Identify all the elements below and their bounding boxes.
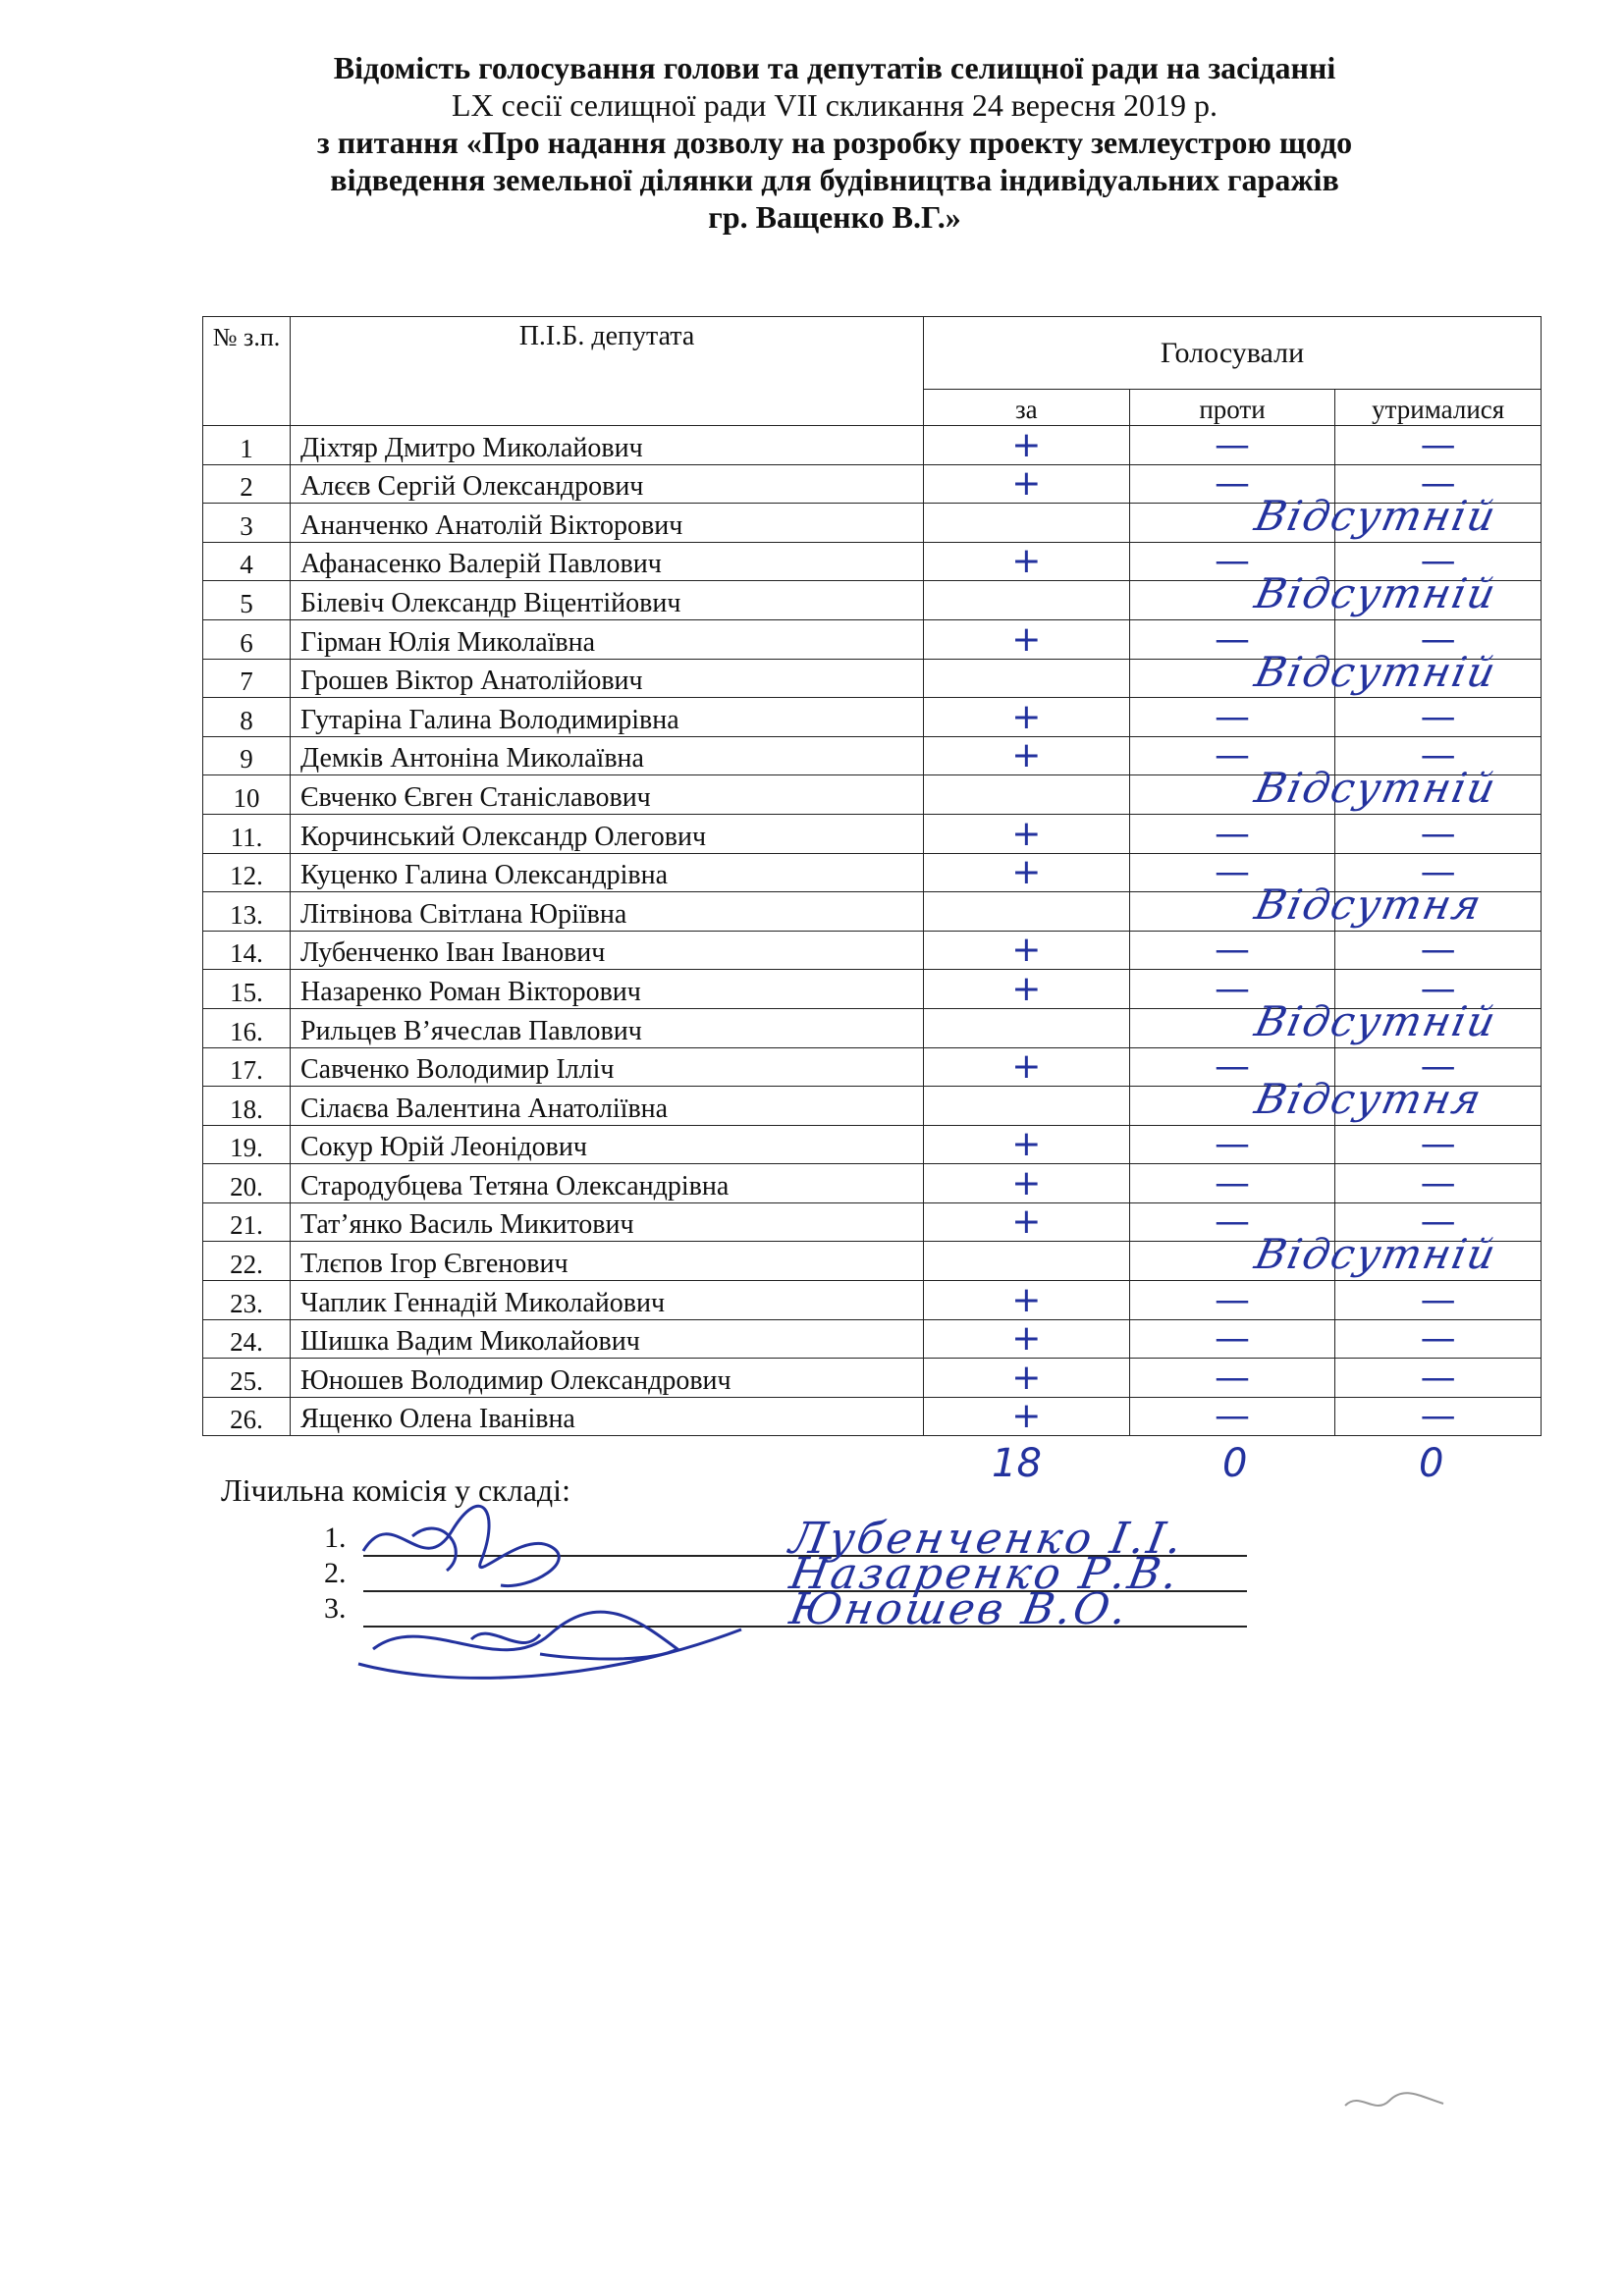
deputy-name: Лубенченко Іван Іванович — [291, 931, 924, 970]
vote-for: + — [924, 970, 1130, 1009]
deputy-name: Юношев Володимир Олександрович — [291, 1359, 924, 1398]
vote-against — [1129, 569, 1501, 620]
member-signature-name: Лубенченко І.І. — [785, 1514, 1189, 1564]
vote-against — [1129, 1230, 1501, 1281]
row-number: 14. — [203, 931, 291, 970]
row-number: 21. — [203, 1202, 291, 1242]
vote-for: + — [924, 1164, 1130, 1203]
vote-abstained: — — [1335, 464, 1542, 504]
vote-against — [1129, 492, 1501, 543]
deputy-name: Демків Антоніна Миколаївна — [291, 736, 924, 775]
row-number: 13. — [203, 892, 291, 932]
deputy-name: Тат’янко Василь Микитович — [291, 1202, 924, 1242]
absent-note: Відсутня — [1250, 881, 1488, 930]
member-signature-name: Назаренко Р.В. — [785, 1549, 1185, 1599]
deputy-name: Ананченко Анатолій Вікторович — [291, 504, 924, 543]
vote-for — [924, 892, 1130, 932]
header-number: № з.п. — [203, 317, 291, 426]
header-abstained: утрималися — [1335, 390, 1542, 426]
vote-abstained: — — [1335, 1164, 1542, 1203]
vote-abstained: — — [1335, 1397, 1542, 1436]
vote-abstained: — — [1335, 542, 1542, 581]
total-abstained: 0 — [1419, 1441, 1444, 1486]
handwritten-signature-graphic — [353, 1492, 766, 1698]
row-number: 26. — [203, 1397, 291, 1436]
vote-against — [1129, 1075, 1488, 1126]
vote-against: — — [1129, 814, 1335, 853]
vote-abstained: — — [1335, 1281, 1542, 1320]
vote-abstained: — — [1335, 814, 1542, 853]
vote-abstained — [1335, 1087, 1542, 1126]
vote-for: + — [924, 1319, 1130, 1359]
vote-abstained: — — [1335, 736, 1542, 775]
vote-against: — — [1129, 1397, 1335, 1436]
deputy-name: Куценко Галина Олександрівна — [291, 853, 924, 892]
vote-against: — — [1129, 1164, 1335, 1203]
row-number: 16. — [203, 1008, 291, 1047]
vote-abstained: — — [1335, 931, 1542, 970]
deputy-name: Назаренко Роман Вікторович — [291, 970, 924, 1009]
vote-against: — — [1129, 542, 1335, 581]
vote-abstained: — — [1335, 1202, 1542, 1242]
deputy-name: Рильцев В’ячеслав Павлович — [291, 1008, 924, 1047]
document-title — [196, 49, 1473, 236]
vote-against — [1129, 647, 1501, 698]
vote-abstained — [1335, 504, 1542, 543]
deputy-name: Гірман Юлія Миколаївна — [291, 619, 924, 659]
vote-against: — — [1129, 1125, 1335, 1164]
vote-for: + — [924, 698, 1130, 737]
vote-against: — — [1129, 931, 1335, 970]
vote-against: — — [1129, 698, 1335, 737]
table-row — [203, 659, 1542, 698]
table-row — [203, 1125, 1542, 1164]
vote-against: — — [1129, 1359, 1335, 1398]
deputy-name: Тлєпов Ігор Євгенович — [291, 1242, 924, 1281]
vote-abstained: — — [1335, 970, 1542, 1009]
deputy-name: Гутаріна Галина Володимирівна — [291, 698, 924, 737]
table-row — [203, 814, 1542, 853]
vote-for: + — [924, 464, 1130, 504]
table-row — [203, 1281, 1542, 1320]
header-voted: Голосували — [924, 317, 1542, 390]
title-line-4: відведення земельної ділянки для будівництва індивідуальних гаражів — [330, 162, 1339, 197]
row-number: 9 — [203, 736, 291, 775]
deputy-name: Чаплик Геннадій Миколайович — [291, 1281, 924, 1320]
row-number: 18. — [203, 1087, 291, 1126]
vote-for — [924, 775, 1130, 815]
total-for: 18 — [992, 1441, 1042, 1486]
vote-against: — — [1129, 1202, 1335, 1242]
vote-for: + — [924, 619, 1130, 659]
vote-against: — — [1129, 1281, 1335, 1320]
vote-for — [924, 581, 1130, 620]
vote-for: + — [924, 1359, 1130, 1398]
title-line-2: LX сесії селищної ради VII скликання 24 вересня 2019 р. — [451, 87, 1218, 123]
row-number: 22. — [203, 1242, 291, 1281]
corner-scribble — [1340, 2086, 1448, 2125]
member-index: 1. — [324, 1522, 347, 1554]
deputy-name: Ященко Олена Іванівна — [291, 1397, 924, 1436]
vote-for — [924, 1008, 1130, 1047]
member-index: 3. — [324, 1592, 347, 1625]
vote-table — [202, 316, 1542, 1436]
vote-abstained — [1335, 775, 1542, 815]
vote-abstained: — — [1335, 853, 1542, 892]
vote-against: — — [1129, 853, 1335, 892]
vote-abstained: — — [1335, 698, 1542, 737]
table-row — [203, 698, 1542, 737]
vote-for — [924, 1087, 1130, 1126]
vote-for: + — [924, 1047, 1130, 1087]
deputy-name: Літвінова Світлана Юріївна — [291, 892, 924, 932]
member-signature-name: Юношев В.О. — [785, 1584, 1134, 1634]
commission-label: Лічильна комісія у складі: — [221, 1472, 570, 1508]
absent-note: Відсутній — [1250, 647, 1501, 696]
vote-against: — — [1129, 426, 1335, 465]
absent-note: Відсутня — [1250, 1075, 1488, 1124]
deputy-name: Євченко Євген Станіславович — [291, 775, 924, 815]
table-row — [203, 504, 1542, 543]
vote-for — [924, 659, 1130, 698]
deputy-name: Савченко Володимир Ілліч — [291, 1047, 924, 1087]
vote-abstained: — — [1335, 619, 1542, 659]
row-number: 24. — [203, 1319, 291, 1359]
vote-abstained — [1335, 659, 1542, 698]
row-number: 25. — [203, 1359, 291, 1398]
row-number: 19. — [203, 1125, 291, 1164]
table-row — [203, 1319, 1542, 1359]
row-number: 12. — [203, 853, 291, 892]
vote-against — [1129, 764, 1501, 815]
title-line-1: Відомість голосування голови та депутатів селищної ради на засіданні — [333, 50, 1336, 85]
vote-against: — — [1129, 464, 1335, 504]
absent-note: Відсутній — [1250, 1230, 1501, 1279]
member-index: 2. — [324, 1557, 347, 1589]
vote-abstained: — — [1335, 426, 1542, 465]
header-against: проти — [1129, 390, 1335, 426]
row-number: 6 — [203, 619, 291, 659]
vote-against: — — [1129, 970, 1335, 1009]
row-number: 7 — [203, 659, 291, 698]
vote-for: + — [924, 736, 1130, 775]
table-row — [203, 1359, 1542, 1398]
table-row — [203, 581, 1542, 620]
vote-against: — — [1129, 1319, 1335, 1359]
vote-for: + — [924, 1281, 1130, 1320]
vote-against — [1129, 881, 1488, 932]
deputy-name: Сокур Юрій Леонідович — [291, 1125, 924, 1164]
row-number: 20. — [203, 1164, 291, 1203]
row-number: 17. — [203, 1047, 291, 1087]
vote-abstained: — — [1335, 1125, 1542, 1164]
deputy-name: Стародубцева Тетяна Олександрівна — [291, 1164, 924, 1203]
deputy-name: Шишка Вадим Миколайович — [291, 1319, 924, 1359]
vote-for: + — [924, 1397, 1130, 1436]
header-for: за — [924, 390, 1130, 426]
row-number: 15. — [203, 970, 291, 1009]
table-row — [203, 775, 1542, 815]
absent-note: Відсутній — [1250, 492, 1501, 541]
vote-abstained: — — [1335, 1359, 1542, 1398]
table-row — [203, 426, 1542, 465]
vote-for: + — [924, 931, 1130, 970]
table-row — [203, 931, 1542, 970]
vote-abstained: — — [1335, 1047, 1542, 1087]
table-row — [203, 1397, 1542, 1436]
row-number: 5 — [203, 581, 291, 620]
vote-for: + — [924, 426, 1130, 465]
vote-abstained — [1335, 1008, 1542, 1047]
row-number: 11. — [203, 814, 291, 853]
absent-note: Відсутній — [1250, 764, 1501, 813]
vote-for — [924, 1242, 1130, 1281]
row-number: 4 — [203, 542, 291, 581]
vote-for: + — [924, 853, 1130, 892]
deputy-name: Корчинський Олександр Олегович — [291, 814, 924, 853]
vote-against: — — [1129, 736, 1335, 775]
vote-for: + — [924, 1125, 1130, 1164]
vote-against: — — [1129, 1047, 1335, 1087]
deputy-name: Афанасенко Валерій Павлович — [291, 542, 924, 581]
header-name: П.І.Б. депутата — [291, 317, 924, 426]
deputy-name: Діхтяр Дмитро Миколайович — [291, 426, 924, 465]
row-number: 3 — [203, 504, 291, 543]
absent-note: Відсутній — [1250, 569, 1501, 618]
vote-for: + — [924, 1202, 1130, 1242]
table-row — [203, 892, 1542, 932]
vote-for — [924, 504, 1130, 543]
row-number: 8 — [203, 698, 291, 737]
title-line-3: з питання «Про надання дозволу на розробку проекту землеустрою щодо — [316, 125, 1353, 160]
deputy-name: Білевіч Олександр Віцентійович — [291, 581, 924, 620]
table-row — [203, 1008, 1542, 1047]
table-row — [203, 1087, 1542, 1126]
row-number: 1 — [203, 426, 291, 465]
table-row — [203, 1164, 1542, 1203]
deputy-name: Алєєв Сергій Олександрович — [291, 464, 924, 504]
row-number: 2 — [203, 464, 291, 504]
deputy-name: Сілаєва Валентина Анатоліївна — [291, 1087, 924, 1126]
vote-abstained — [1335, 1242, 1542, 1281]
deputy-name: Грошев Віктор Анатолійович — [291, 659, 924, 698]
vote-for: + — [924, 542, 1130, 581]
vote-abstained: — — [1335, 1319, 1542, 1359]
total-against: 0 — [1222, 1441, 1248, 1486]
vote-against: — — [1129, 619, 1335, 659]
row-number: 10 — [203, 775, 291, 815]
vote-abstained — [1335, 892, 1542, 932]
row-number: 23. — [203, 1281, 291, 1320]
absent-note: Відсутній — [1250, 996, 1501, 1045]
title-line-5: гр. Ващенко В.Г.» — [708, 199, 961, 235]
vote-against — [1129, 996, 1501, 1047]
vote-abstained — [1335, 581, 1542, 620]
table-row — [203, 1242, 1542, 1281]
vote-for: + — [924, 814, 1130, 853]
